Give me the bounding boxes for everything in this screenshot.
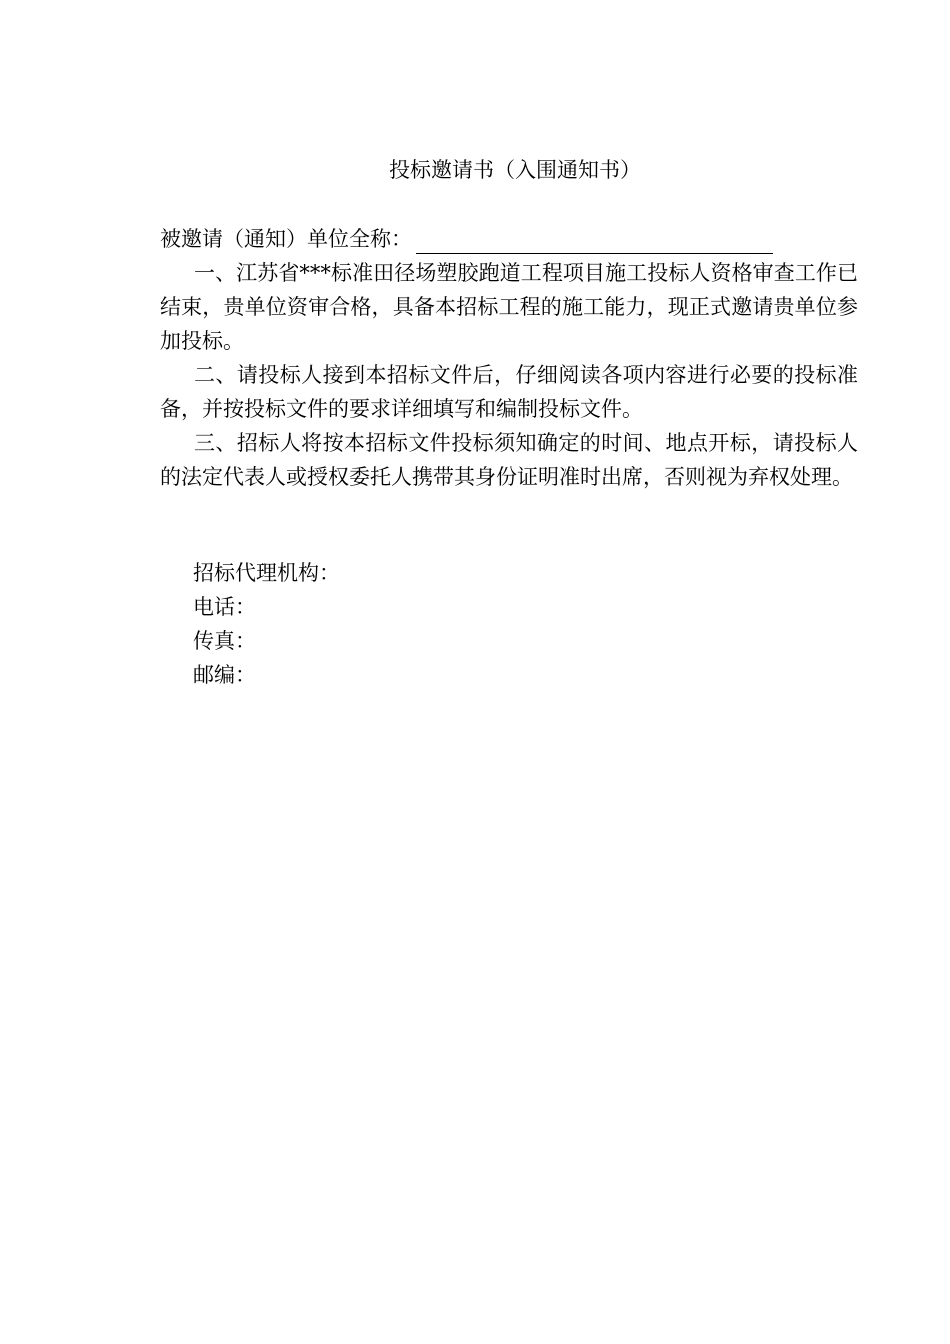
recipient-label: 被邀请（通知）单位全称： [160,227,412,251]
paragraph-3: 三、招标人将按本招标文件投标须知确定的时间、地点开标，请投标人的法定代表人或授权委托人携带其身份证明准时出席，否则视为弃权处理。 [160,431,858,489]
paragraph-1: 一、江苏省***标准田径场塑胶跑道工程项目施工投标人资格审查工作已结束，贵单位资审合格，具备本招标工程的施工能力，现正式邀请贵单位参加投标。 [160,261,858,353]
fax-label: 传真： [193,629,256,653]
agency-label: 招标代理机构： [193,561,340,585]
contact-block [193,556,340,692]
body-paragraphs [160,256,858,494]
recipient-line [160,224,773,254]
document-title: 投标邀请书（入围通知书） [389,158,641,182]
postcode-label: 邮编： [193,663,256,687]
paragraph-2: 二、请投标人接到本招标文件后，仔细阅读各项内容进行必要的投标准备，并按投标文件的要求详细填写和编制投标文件。 [160,363,858,421]
recipient-blank-field [416,231,773,254]
phone-label: 电话： [193,595,256,619]
